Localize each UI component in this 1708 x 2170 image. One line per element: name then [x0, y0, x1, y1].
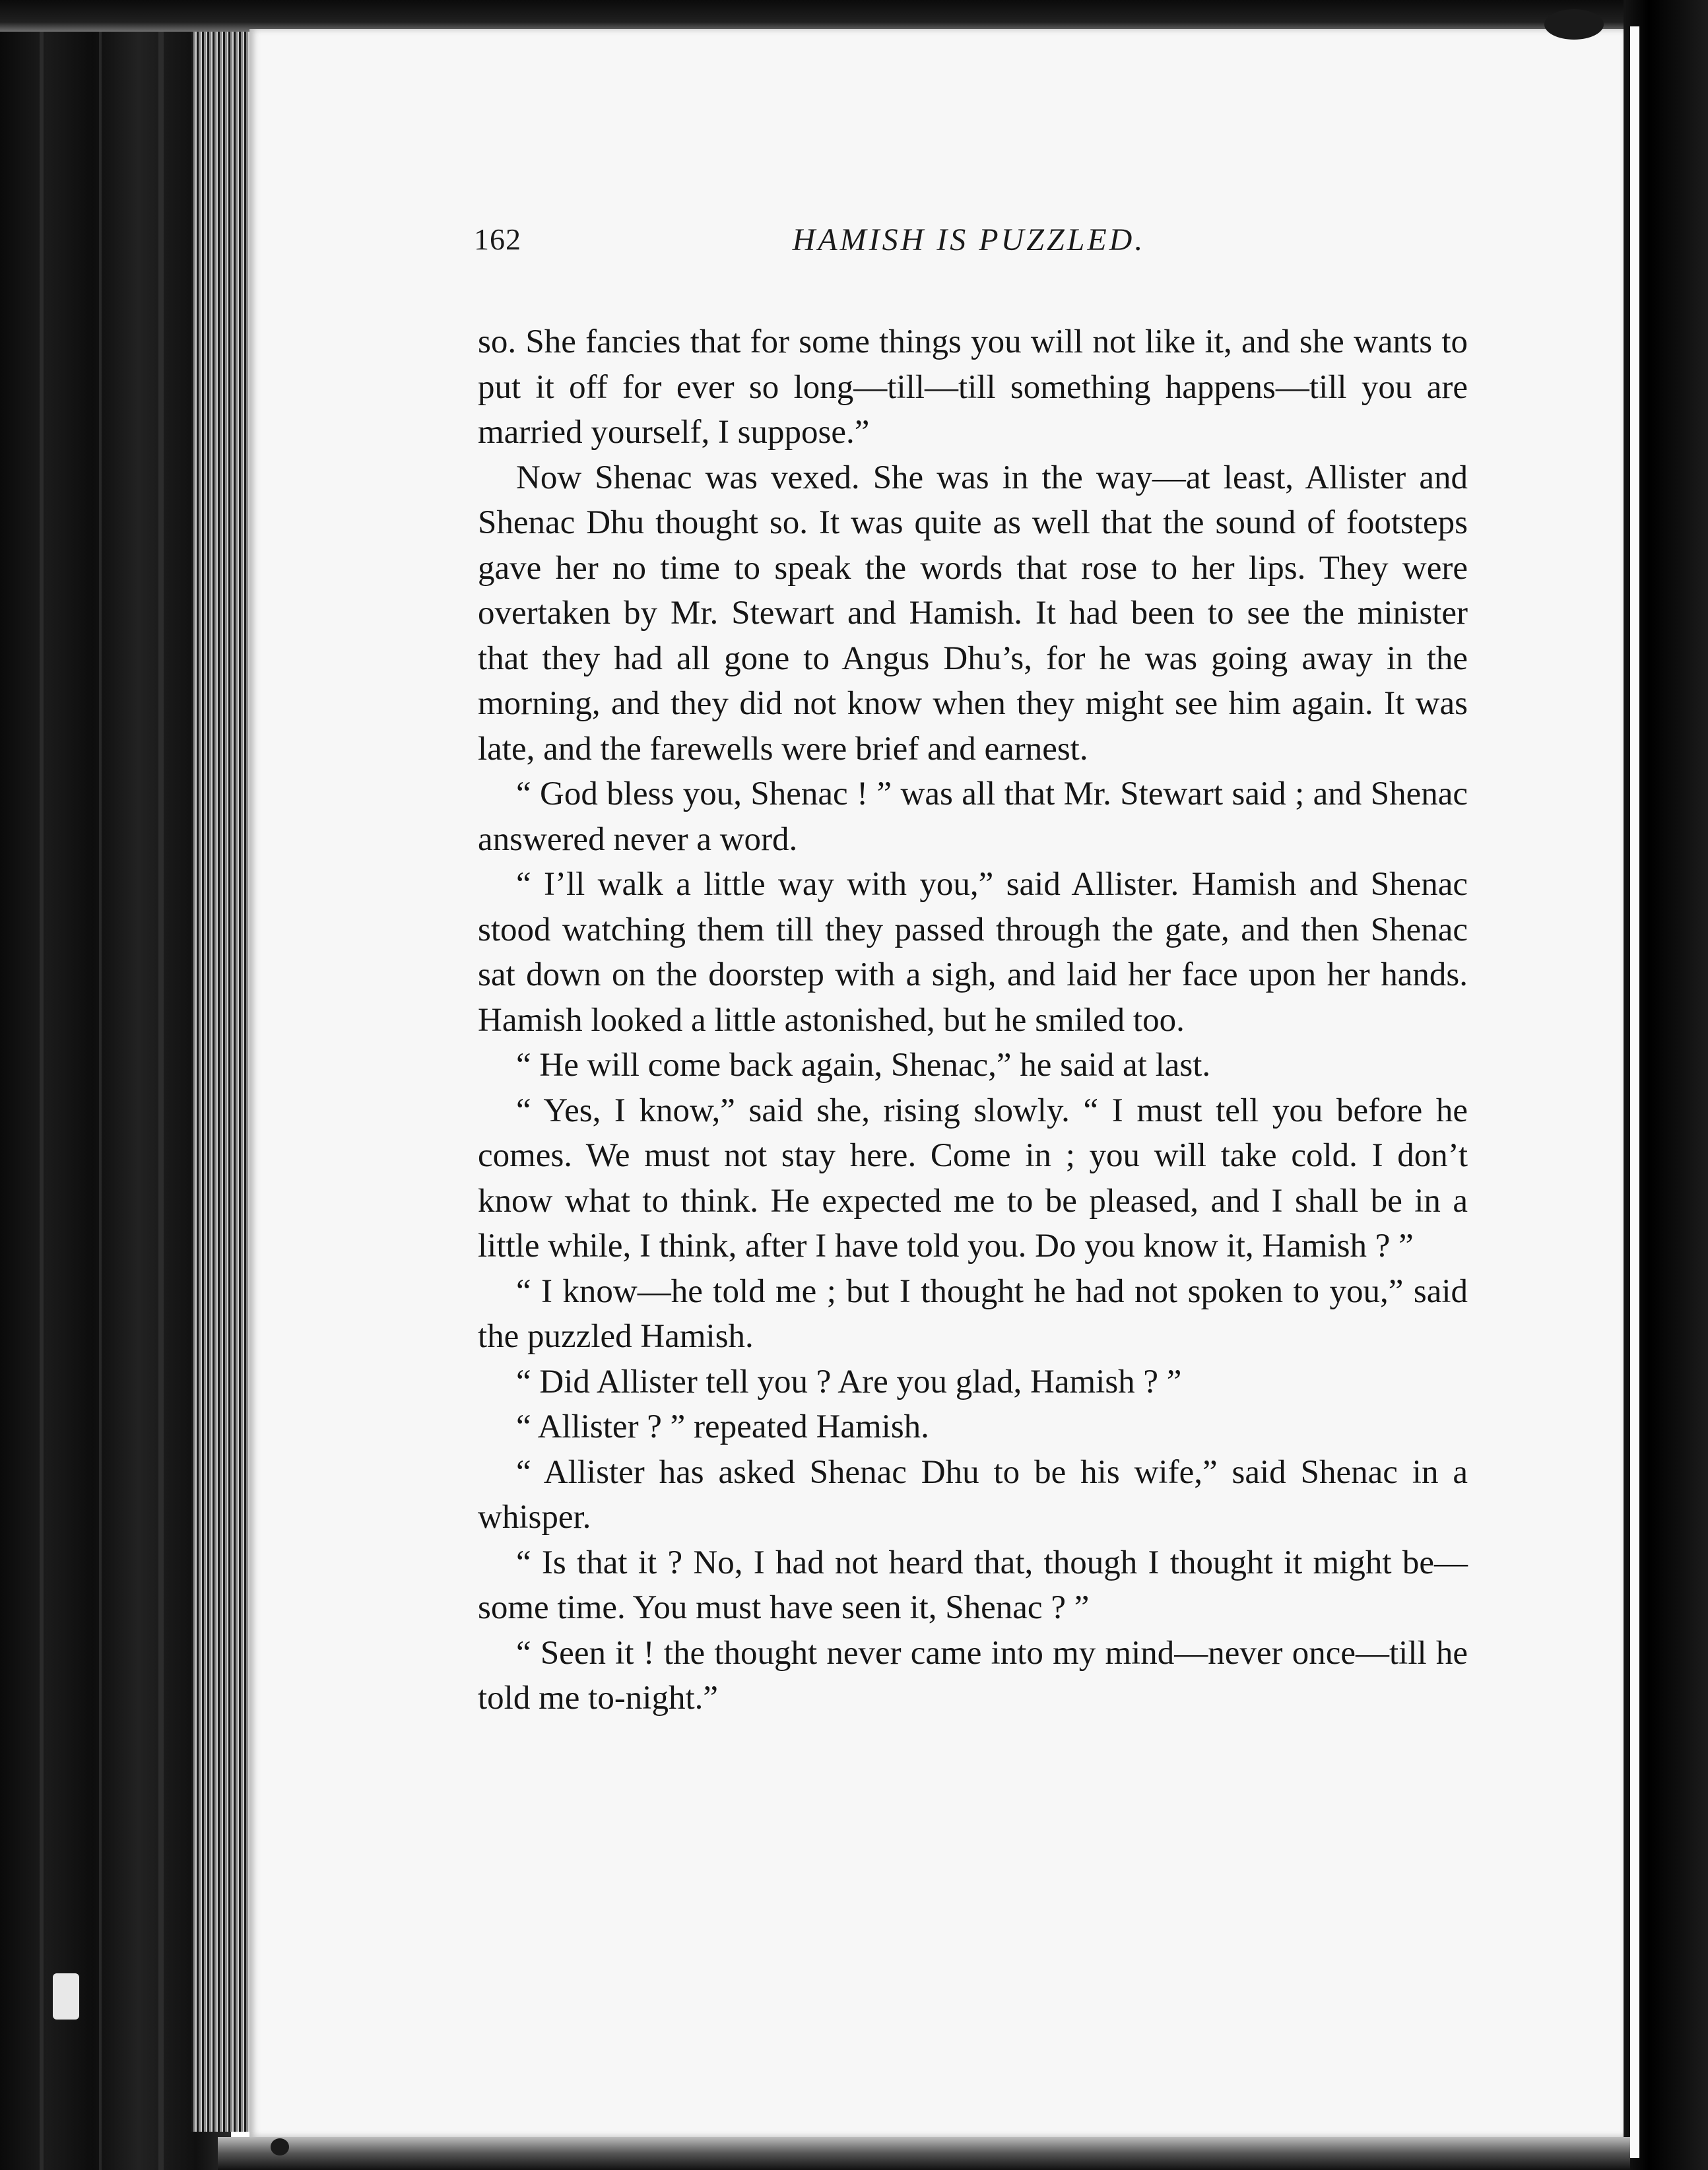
paragraph: “ Yes, I know,” said she, rising slowly. “ I must tell you before he comes. We must not stay here. Come in ; you will take cold. I don’t know what to think. He expected me to be pleased, and I shall be in a little while, I think, after I have told you. Do you know it, Hamish ? ”: [478, 1092, 1468, 1265]
page-header: [474, 222, 1444, 281]
binding-stripe: [99, 0, 102, 2170]
scan-speck: [271, 2138, 289, 2155]
paragraph: “ Allister ? ” repeated Hamish.: [516, 1408, 929, 1445]
paragraph: “ I’ll walk a little way with you,” said Allister. Hamish and Shenac stood watching them till they passed through the gate, and then Shenac sat down on the doorstep with a sigh, and laid her face upon her hands. Hamish looked a little astonished, but he smiled too.: [478, 866, 1468, 1039]
paragraph: “ God bless you, Shenac ! ” was all that Mr. Stewart said ; and Shenac answered never a word.: [478, 775, 1468, 858]
paragraph: “ Allister has asked Shenac Dhu to be his wife,” said Shenac in a whisper.: [478, 1453, 1468, 1536]
next-page-edge: [1630, 26, 1639, 2158]
page: [249, 29, 1624, 2137]
paragraph: “ He will come back again, Shenac,” he said at last.: [516, 1047, 1211, 1084]
page-number: 162: [474, 222, 521, 256]
paragraph: Now Shenac was vexed. She was in the way—at least, Allister and Shenac Dhu thought so. It was quite as well that the sound of footsteps gave her no time to speak the words that rose to her lips. They were overtaken by Mr. Stewart and Hamish. It had been to see the minister that they had all gone to Angus Dhu’s, for he was going away in the morning, and they did not know when they might see him again. It was late, and the farewells were brief and earnest.: [478, 459, 1468, 768]
paragraph: “ Seen it ! the thought never came into my mind—never once—till he told me to-night.”: [478, 1634, 1468, 1717]
top-edge: [0, 0, 1708, 32]
scan-speck: [1544, 9, 1604, 40]
scan-speck: [53, 1973, 79, 2020]
paragraph: “ I know—he told me ; but I thought he had not spoken to you,” said the puzzled Hamish.: [478, 1272, 1468, 1355]
page-edges: [191, 20, 251, 2132]
binding-stripe: [40, 0, 44, 2170]
body-text: [478, 319, 1468, 1721]
paragraph: “ Is that it ? No, I had not heard that, though I thought it might be—some time. You must have seen it, Shenac ? ”: [478, 1544, 1468, 1626]
bottom-edge: [218, 2137, 1630, 2170]
binding-stripe: [158, 0, 164, 2170]
paragraph: so. She fancies that for some things you will not like it, and she wants to put it off for ever so long—till—till something happens—till you are married yourself, I suppose.”: [478, 323, 1468, 451]
running-title: HAMISH IS PUZZLED.: [792, 222, 1146, 257]
paragraph: “ Did Allister tell you ? Are you glad, Hamish ? ”: [516, 1363, 1182, 1400]
